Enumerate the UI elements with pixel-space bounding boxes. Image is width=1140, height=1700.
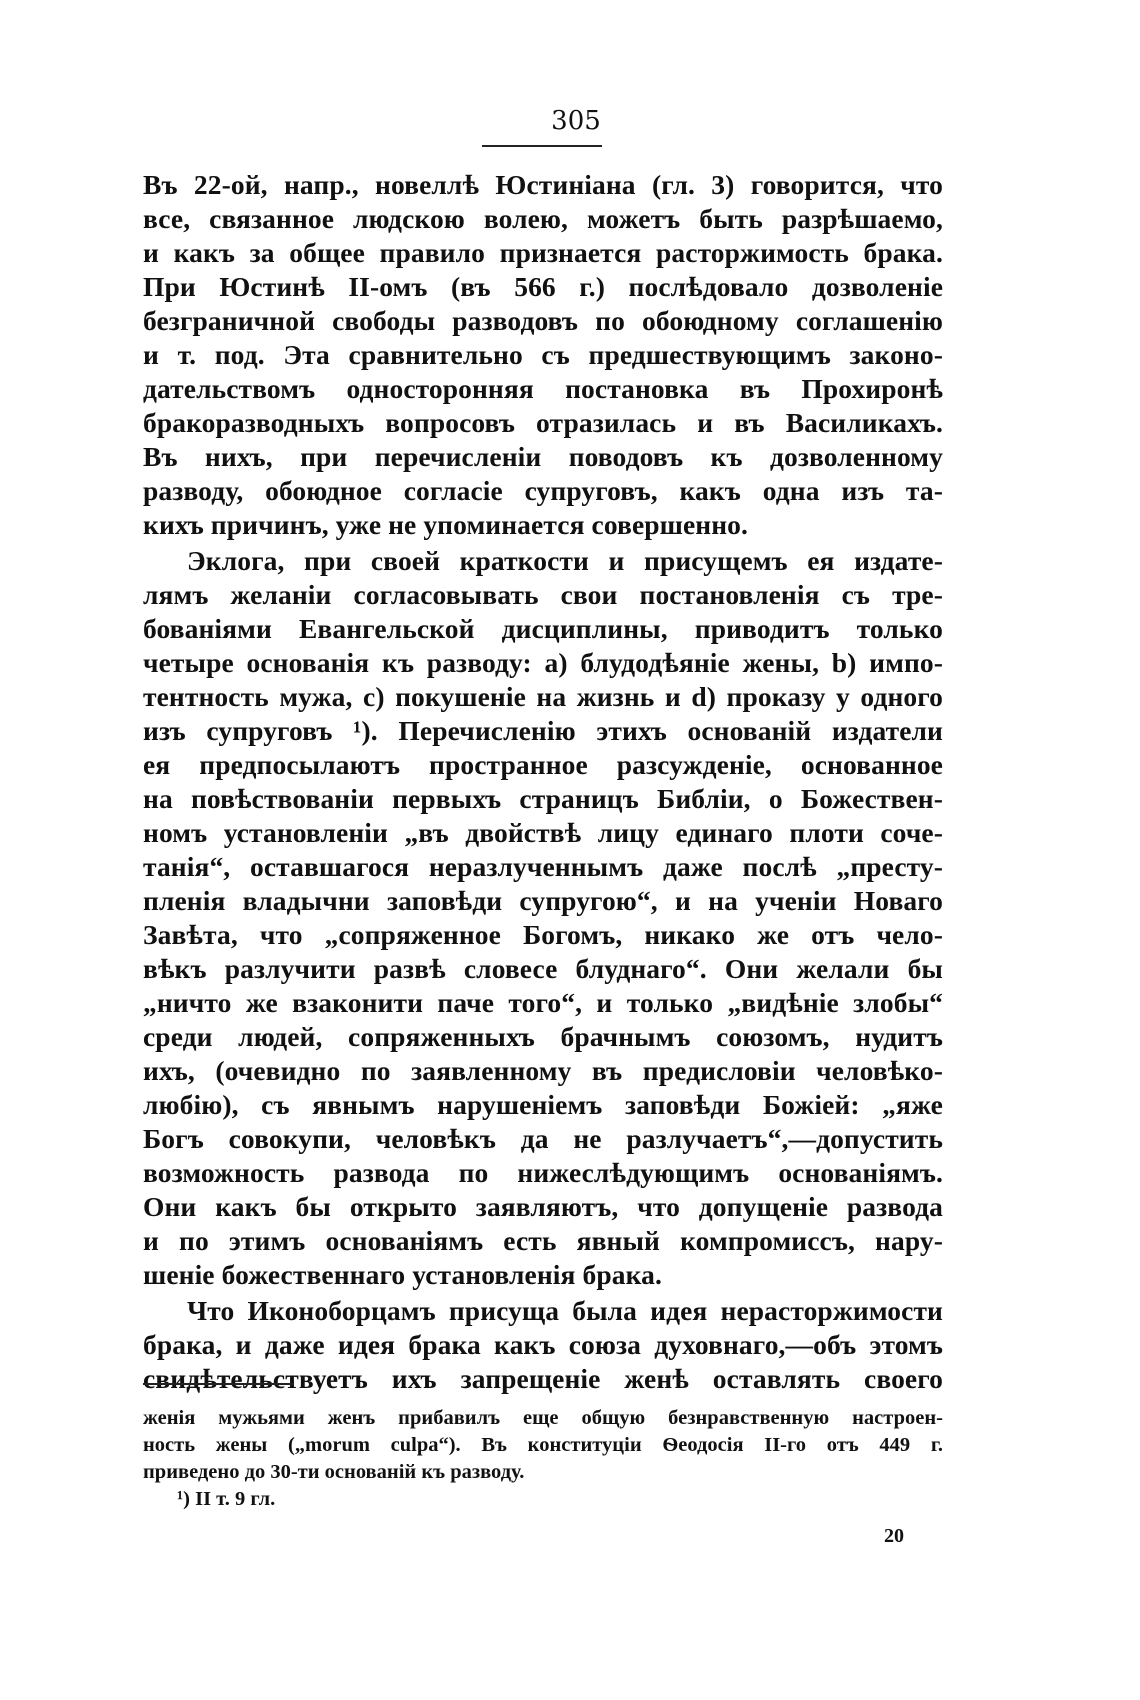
page-number [0, 106, 1140, 136]
text-line: дательствомъ односторонняя постановка въ Прохиронѣ [143, 373, 943, 404]
text-line: разводу, обоюдное согласіе супруговъ, какъ одна изъ та- [143, 475, 943, 506]
footnotes [143, 1405, 943, 1513]
text-line: четыре основанія къ разводу: a) блудодѣяніе жены, b) импо- [143, 647, 943, 678]
text-line: и какъ за общее правило признается расторжимость брака. [143, 237, 943, 268]
text-line: танія“, оставшагося неразлученнымъ даже послѣ „престу- [143, 851, 943, 882]
text-line: на повѣствованіи первыхъ страницъ Библіи, о Божествен- [143, 783, 943, 814]
footnote-line: женія мужьями женъ прибавилъ еще общую безнравственную настроен- [143, 1407, 943, 1429]
text-line: возможность развода по нижеслѣдующимъ основаніямъ. [143, 1157, 943, 1188]
signature-number: 20 [884, 1525, 904, 1547]
text-line: и т. под. Эта сравнительно съ предшествующимъ законо- [143, 339, 943, 370]
text-line: Что Иконоборцамъ присуща была идея нерасторжимости [187, 1295, 943, 1326]
text-line: лямъ желаніи согласовывать свои постановленія съ тре- [143, 579, 943, 610]
text-line: Богъ совокупи, человѣкъ да не разлучаетъ“,—допустить [143, 1123, 943, 1154]
text-line: вѣкъ разлучити развѣ словесе блуднаго“. Они желали бы [143, 953, 943, 984]
text-line: изъ супруговъ ¹). Перечисленію этихъ основаній издатели [143, 715, 943, 746]
text-line: Они какъ бы открыто заявляютъ, что допущеніе развода [143, 1191, 943, 1222]
text-line: Эклога, при своей краткости и присущемъ ея издате- [187, 545, 943, 576]
text-line: „ничто же взаконити паче того“, и только „видѣніе злобы“ [143, 987, 943, 1018]
text-line: Завѣта, что „сопряженное Богомъ, никако же отъ чело- [143, 919, 943, 950]
text-line: кихъ причинъ, уже не упоминается совершенно. [143, 509, 748, 540]
text-line: ея предпосылаютъ пространное разсужденіе, основанное [143, 749, 943, 780]
footnote-line: приведено до 30-ти основаній къ разводу. [143, 1461, 525, 1483]
header-rule [482, 145, 602, 147]
text-line: бованіями Евангельской дисциплины, приводитъ только [143, 613, 943, 644]
text-line: Въ 22-ой, напр., новеллѣ Юстиніана (гл. 3) говорится, что [143, 169, 943, 200]
text-line: ихъ, (очевидно по заявленному въ предисловіи человѣко- [143, 1055, 943, 1086]
text-line: При Юстинѣ II-омъ (въ 566 г.) послѣдовало дозволеніе [143, 271, 943, 302]
footnote-rule [143, 1383, 293, 1385]
text-line: тентность мужа, c) покушеніе на жизнь и d) проказу у одного [143, 681, 943, 712]
text-line: любію), съ явнымъ нарушеніемъ заповѣди Божіей: „яже [143, 1089, 943, 1120]
text-line: и по этимъ основаніямъ есть явный компромиссъ, нару- [143, 1225, 943, 1256]
footnote-line: ¹) II т. 9 гл. [177, 1488, 276, 1510]
footnote-line: ность жены („morum culpa“). Въ конституціи Ѳеодосія II-го отъ 449 г. [143, 1434, 943, 1456]
body-text [143, 168, 943, 1396]
text-line: безграничной свободы разводовъ по обоюдному соглашенію [143, 305, 943, 336]
text-line: среди людей, сопряженныхъ брачнымъ союзомъ, нудитъ [143, 1021, 943, 1052]
text-line: все, связанное людскою волею, можетъ быть разрѣшаемо, [143, 203, 943, 234]
text-line: брака, и даже идея брака какъ союза духовнаго,—объ этомъ [143, 1329, 943, 1360]
text-line: пленія владычни заповѣди супругою“, и на ученіи Новаго [143, 885, 943, 916]
text-line: свидѣтельствуетъ ихъ запрещеніе женѣ оставлять своего [143, 1363, 943, 1394]
page-number-text: 305 [551, 106, 601, 136]
text-line: шеніе божественнаго установленія брака. [143, 1259, 662, 1290]
text-line: бракоразводныхъ вопросовъ отразилась и въ Василикахъ. [143, 407, 943, 438]
text-line: номъ установленіи „въ двойствѣ лицу единаго плоти соче- [143, 817, 943, 848]
text-line: Въ нихъ, при перечисленіи поводовъ къ дозволенному [143, 441, 943, 472]
